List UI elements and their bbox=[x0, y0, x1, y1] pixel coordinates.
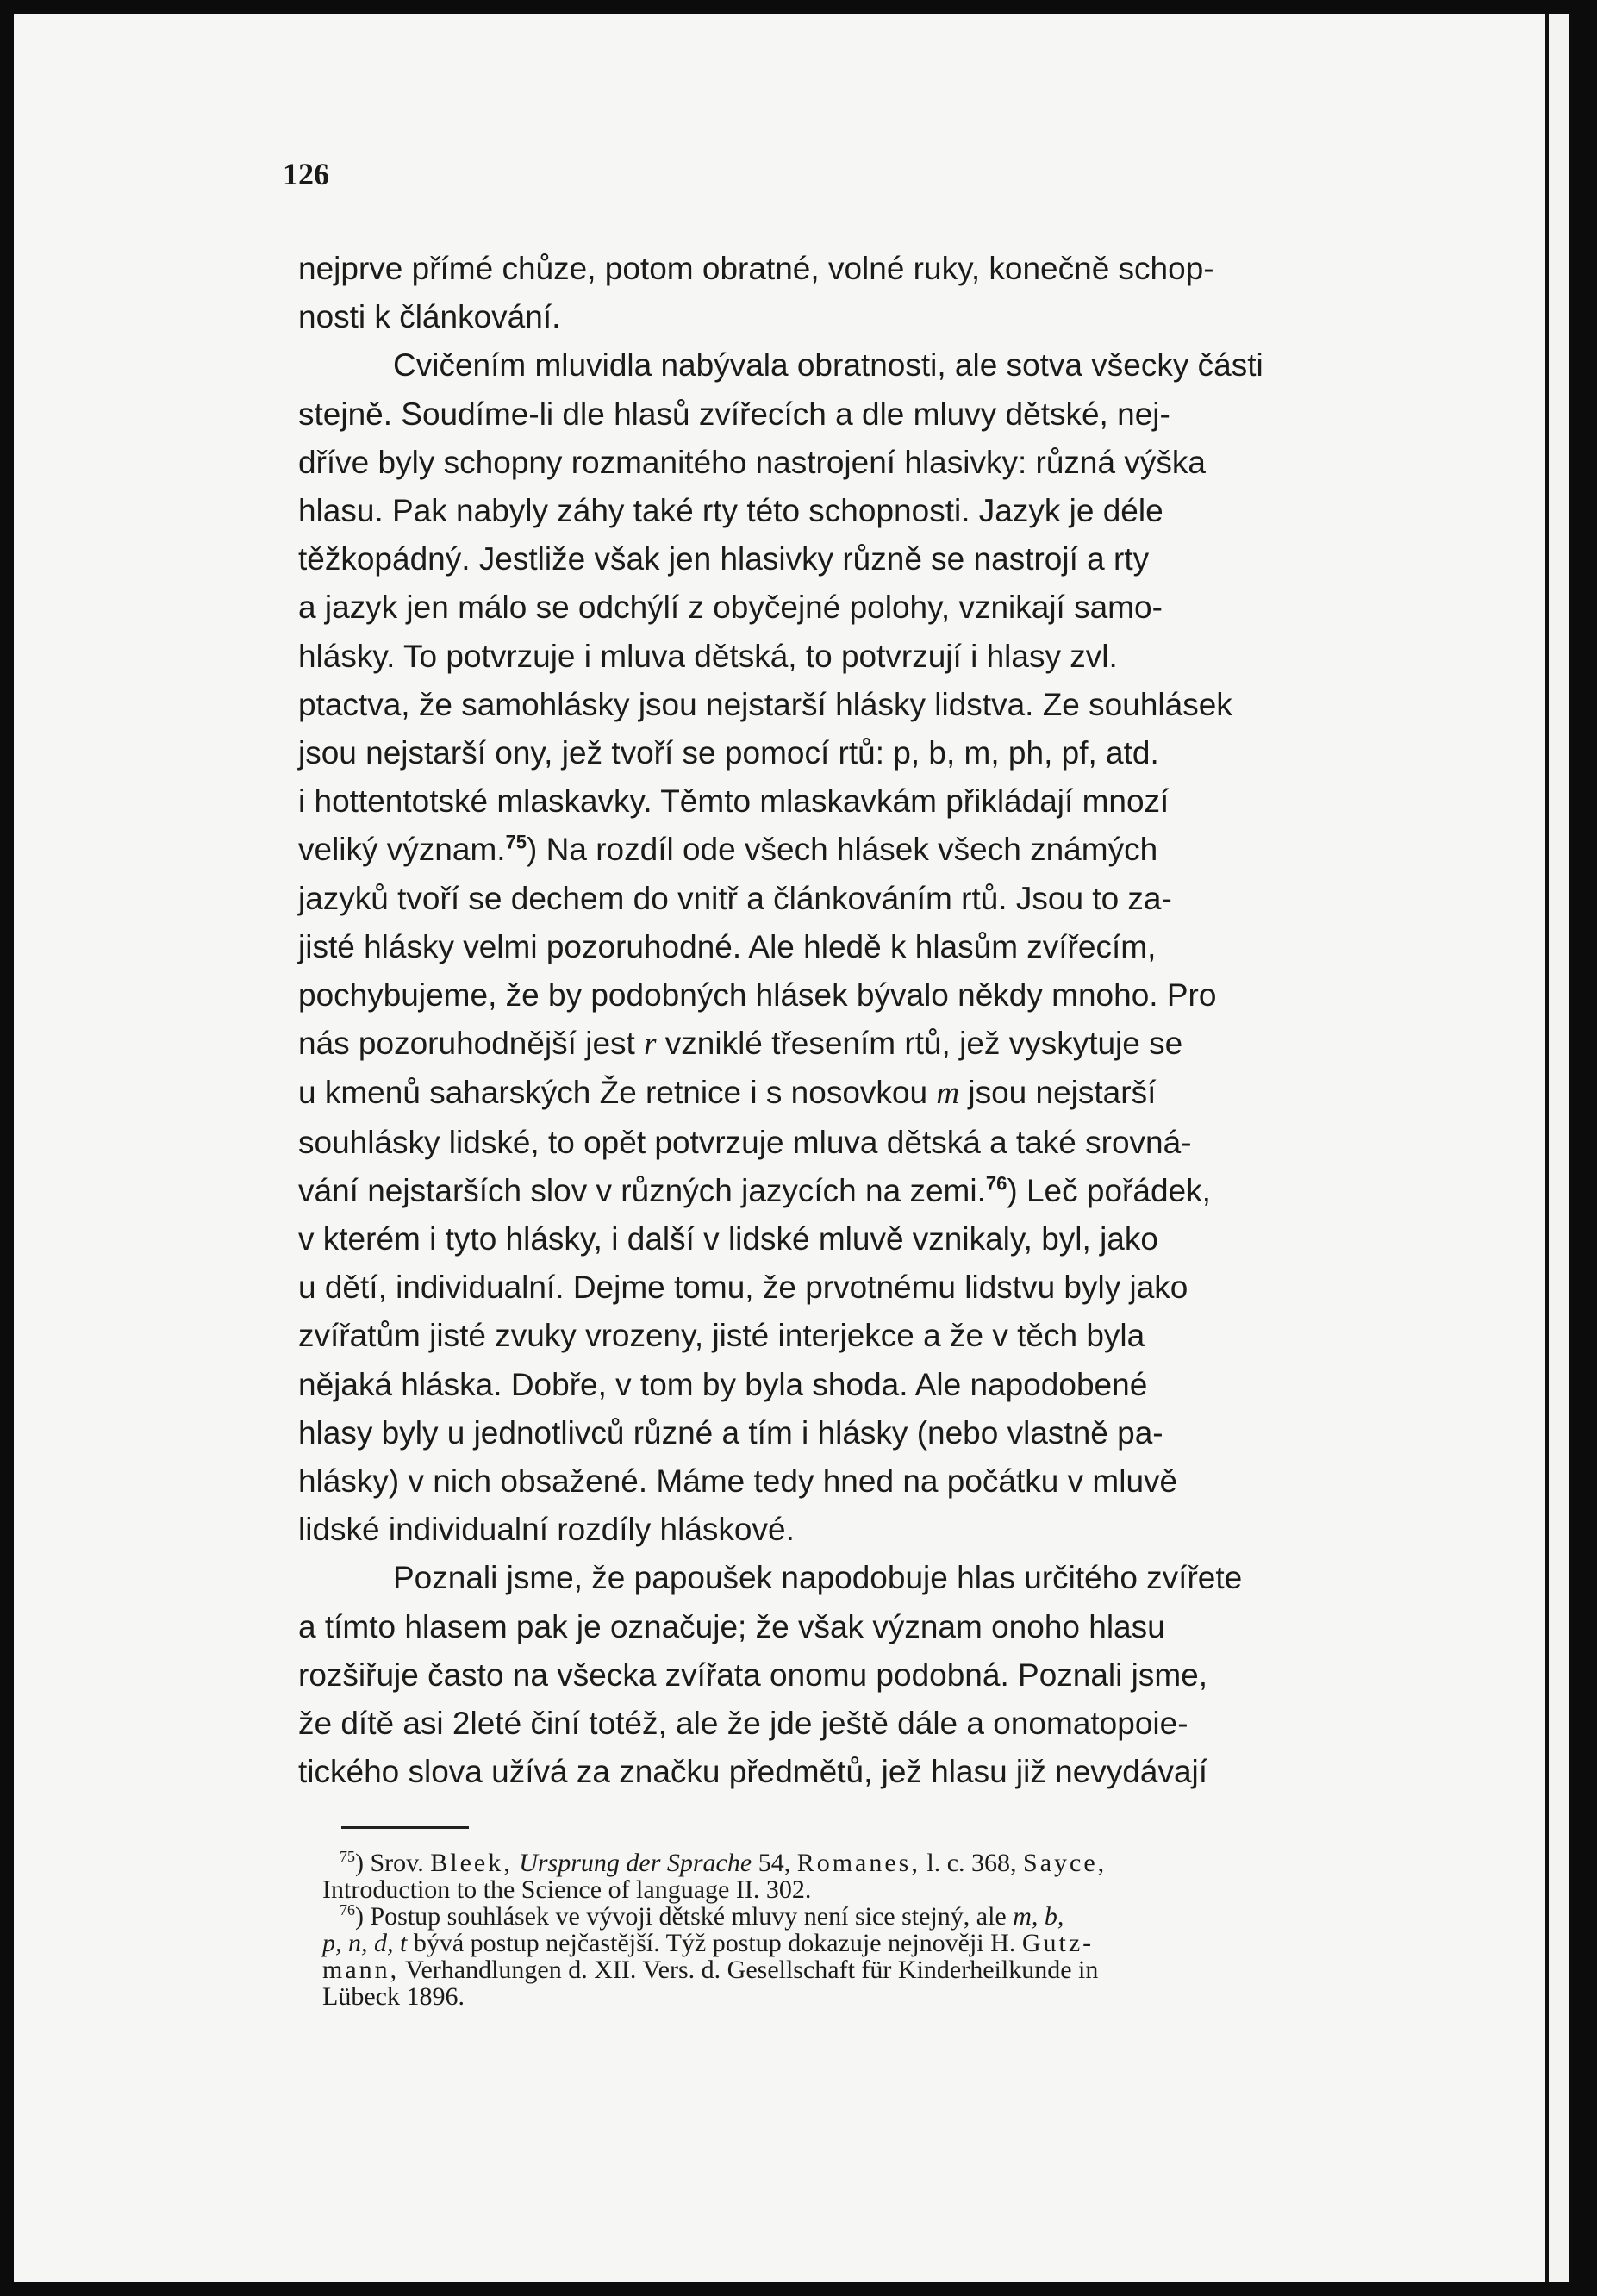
footnote-75-text-c: l. c. 368, bbox=[926, 1849, 1017, 1877]
footnote-76-letters-1: m, b, bbox=[1013, 1902, 1064, 1931]
footnote-76-number: 76 bbox=[340, 1901, 355, 1919]
footnote-76-text-c: Verhandlungen d. XII. Vers. d. Gesellschaft für Kinderheilkunde in Lübeck 1896. bbox=[322, 1956, 1099, 2011]
footnote-76-letters-2: p, n, d, t bbox=[322, 1929, 408, 1957]
paragraph-2-text-a: Cvičením mluvidla nabývala obratnosti, ale sotva všecky části stejně. Soudíme-li dle hlasů zvířecích a dle mluvy dětské, nej- dříve byly schopny rozmanitého nastrojení hlasivky: různá výška hlasu. Pak nabyly záhy také rty této schopnosti. Jazyk je déle těžkopádný. Jestliže však jen hlasivky různě se nastrojí a rty a jazyk jen málo se odchýlí z obyčejné polohy, vznikají samo- hlásky. To potvrzuje i mluva dětská, to potvrzují i hlasy zvl. ptactva, že samohlásky jsou nejstarší hlásky lidstva. Ze souhlásek jsou nejstarší ony, jež tvoří se pomocí rtů: p, b, m, ph, pf, atd. i hottentotské mlaskavky. Těmto mlaskavkám přikládají mnozí veliký význam. bbox=[298, 347, 1263, 868]
footnote-75 bbox=[322, 1850, 1413, 1903]
paragraph-1: nejprve přímé chůze, potom obratné, volné ruky, konečně schop- nosti k článkování. bbox=[298, 251, 1214, 335]
footnote-76-text-a: ) Postup souhlásek ve vývoji dětské mluvy není sice stejný, ale bbox=[355, 1902, 1007, 1931]
paragraph-3: Poznali jsme, že papoušek napodobuje hlas určitého zvířete a tímto hlasem pak je označuje; že však význam onoho hlasu rozšiřuje často na všecka zvířata onomu podobná. Poznali jsme, že dítě asi 2leté činí totéž, ale že jde ještě dále a onomatopoie- tického slova užívá za značku předmětů, jež hlasu již nevydávají bbox=[298, 1560, 1243, 1790]
footnote-ref-76: 76 bbox=[985, 1172, 1007, 1195]
body-text bbox=[298, 245, 1410, 1797]
footnote-76-author-gutzmann: Gutz- mann, bbox=[322, 1929, 1095, 1984]
paragraph-2-text-b: ) Na rozdíl ode všech hlásek všech známých jazyků tvoří se dechem do vnitř a článkováním rtů. Jsou to za- jisté hlásky velmi pozoruhodné. Ale hledě k hlasům zvířecím, pochybujeme, že by podobných hlásek bývalo někdy mnoho. Pro nás pozoruhodnější jest bbox=[298, 832, 1217, 1062]
book-page bbox=[14, 14, 1545, 2282]
italic-letter-m: m bbox=[936, 1076, 960, 1112]
page-number: 126 bbox=[283, 157, 329, 191]
paragraph-2 bbox=[298, 341, 1410, 1554]
adjacent-page-edge bbox=[1545, 14, 1569, 2282]
footnote-75-text-d: Introduction to the Science of language II. 302. bbox=[322, 1875, 812, 1904]
footnote-75-author-sayce: Sayce, bbox=[1023, 1849, 1107, 1877]
footnote-76 bbox=[322, 1903, 1413, 2010]
footnote-75-text-a: ) Srov. bbox=[355, 1849, 424, 1877]
footnotes bbox=[322, 1850, 1413, 2010]
footnote-76-text-b: bývá postup nejčastější. Týž postup dokazuje nejnověji H. bbox=[413, 1929, 1016, 1957]
paragraph-2-text-e: ) Leč pořádek, v kterém i tyto hlásky, i další v lidské mluvě vznikaly, byl, jako u dětí, individualní. Dejme tomu, že prvotnému lidstvu byly jako zvířatům jisté zvuky vrozeny, jisté interjekce a že v těch byla nějaká hláska. Dobře, v tom by byla shoda. Ale napodobené hlasy byly u jednotlivců různé a tím i hlásky (nebo vlastně pa- hlásky) v nich obsažené. Máme tedy hned na počátku v mluvě lidské individualní rozdíly hláskové. bbox=[298, 1172, 1211, 1548]
footnote-75-author-romanes: Romanes, bbox=[796, 1849, 920, 1877]
footnote-75-book-title: Ursprung der Sprache bbox=[519, 1849, 752, 1877]
footnote-75-text-b: 54, bbox=[758, 1849, 791, 1877]
footnote-75-author-bleek: Bleek, bbox=[430, 1849, 513, 1877]
footnote-75-number: 75 bbox=[340, 1848, 355, 1865]
footnote-divider bbox=[341, 1826, 469, 1829]
footnote-ref-75: 75 bbox=[505, 832, 527, 854]
paragraph-2-text-d: jsou nejstarší souhlásky lidské, to opět potvrzuje mluva dětská a také srovná- vání nejstarších slov v různých jazycích na zemi. bbox=[298, 1075, 1192, 1208]
paragraph-2-text-c: vzniklé třesením rtů, jež vyskytuje se u kmenů saharských Že retnice i s nosovkou bbox=[298, 1026, 1183, 1111]
italic-letter-r: r bbox=[644, 1026, 657, 1063]
